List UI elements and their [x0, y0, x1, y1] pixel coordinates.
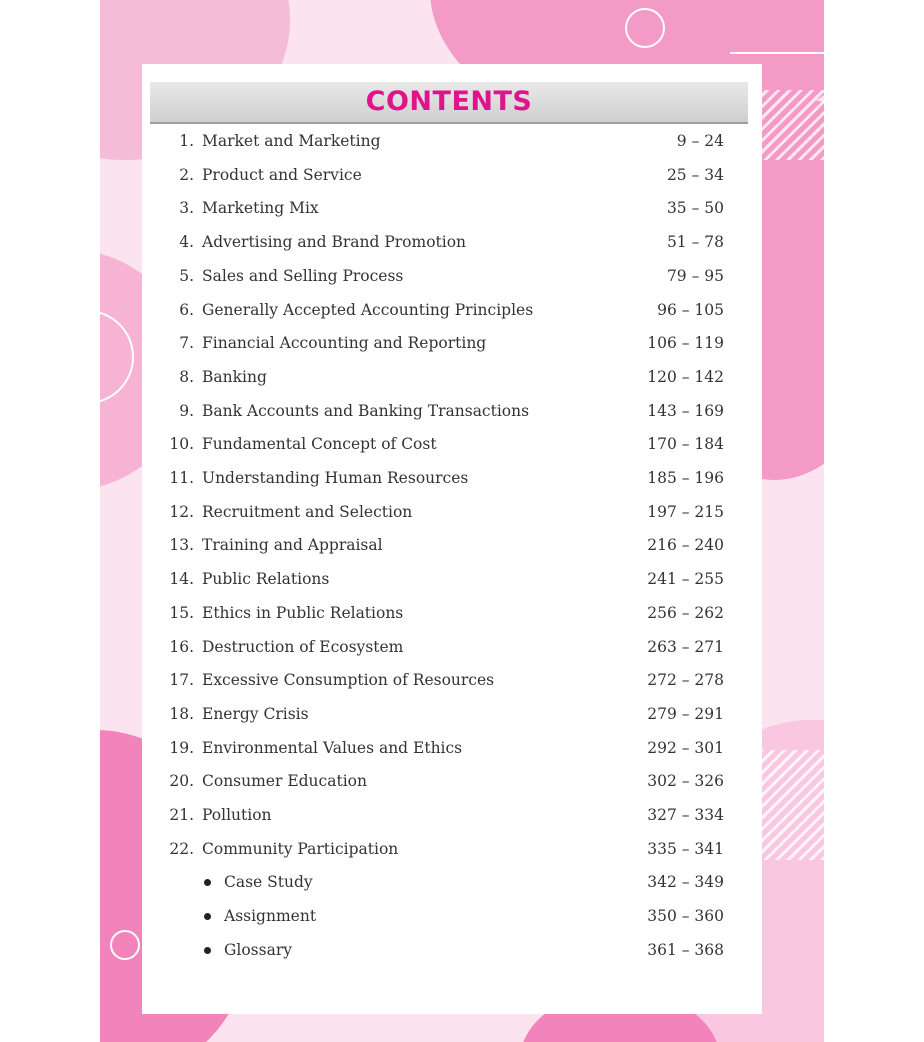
page-range: 292 – 301: [647, 738, 724, 757]
page-range: 263 – 271: [647, 637, 724, 656]
page-range: 350 – 360: [647, 907, 724, 926]
chapter-title: Public Relations: [202, 570, 330, 589]
toc-entry: [142, 834, 762, 864]
chapter-number: 16.: [169, 637, 194, 656]
chapter-number: 10.: [169, 435, 194, 454]
chapter-title: Generally Accepted Accounting Principles: [202, 300, 534, 319]
toc-entry: [142, 362, 762, 392]
toc-entry: [142, 227, 762, 257]
toc-entry: [142, 699, 762, 729]
page-range: 170 – 184: [647, 435, 724, 454]
page-title: CONTENTS: [365, 86, 533, 117]
toc-entry: [142, 733, 762, 763]
chapter-title: Energy Crisis: [202, 704, 309, 723]
chapter-title: Product and Service: [202, 165, 362, 184]
contents-card: [142, 64, 762, 1014]
toc-entry: [142, 632, 762, 662]
page-range: 216 – 240: [647, 536, 724, 555]
page-range: 279 – 291: [647, 704, 724, 723]
chapter-number: 11.: [169, 469, 194, 487]
bullet-icon: [204, 879, 211, 886]
page-range: 25 – 34: [666, 165, 724, 184]
page-range: 342 – 349: [647, 873, 724, 892]
circle-outline-icon: [625, 8, 665, 48]
toc-entry: [142, 564, 762, 594]
chapter-title: Sales and Selling Process: [202, 266, 404, 285]
chapter-number: 8.: [179, 367, 194, 386]
chapter-title: Advertising and Brand Promotion: [202, 233, 467, 252]
chapter-number: 17.: [169, 671, 194, 690]
section-title: Case Study: [224, 873, 313, 892]
toc-entry: [142, 261, 762, 291]
chapter-number: 7.: [179, 334, 194, 353]
chapter-number: 9.: [179, 401, 194, 420]
page-range: 9 – 24: [676, 132, 724, 150]
page-range: 272 – 278: [647, 671, 724, 690]
chapter-number: 19.: [169, 738, 194, 757]
toc-entry: [142, 295, 762, 325]
page-range: 106 – 119: [647, 334, 724, 353]
chapter-title: Fundamental Concept of Cost: [202, 435, 437, 454]
chapter-number: 20.: [169, 772, 194, 791]
toc-extra-entry: [142, 901, 762, 931]
page-range: 79 – 95: [666, 266, 724, 285]
bullet-icon: [204, 947, 211, 954]
page-range: 327 – 334: [647, 806, 724, 824]
page-range: 143 – 169: [647, 401, 724, 420]
chapter-number: 15.: [169, 603, 194, 622]
circle-outline-icon: [110, 930, 140, 960]
chapter-number: 13.: [169, 536, 194, 555]
chapter-title: Consumer Education: [202, 772, 367, 791]
page-range: 197 – 215: [647, 502, 724, 521]
chapter-title: Marketing Mix: [202, 199, 319, 218]
chapter-number: 1.: [179, 132, 194, 150]
page-range: 120 – 142: [647, 367, 724, 386]
page-range: 256 – 262: [647, 603, 724, 622]
chapter-title: Understanding Human Resources: [202, 469, 469, 487]
page-range: 361 – 368: [647, 940, 724, 959]
toc-entry: [142, 766, 762, 796]
chapter-title: Banking: [202, 367, 267, 386]
chapter-title: Ethics in Public Relations: [202, 603, 404, 622]
chapter-title: Financial Accounting and Reporting: [202, 334, 487, 353]
toc-entry: [142, 396, 762, 426]
toc-extra-entry: [142, 935, 762, 965]
chapter-title: Excessive Consumption of Resources: [202, 671, 495, 690]
chapter-title: Destruction of Ecosystem: [202, 637, 404, 656]
chapter-title: Training and Appraisal: [202, 536, 383, 555]
page-range: 241 – 255: [647, 570, 724, 589]
toc-entry: [142, 530, 762, 560]
diagonal-stripes-decoration: [760, 750, 824, 860]
section-title: Glossary: [224, 940, 292, 959]
chapter-title: Bank Accounts and Banking Transactions: [202, 401, 530, 420]
toc-entry: [142, 193, 762, 223]
toc-entry: [142, 126, 762, 156]
chapter-number: 3.: [179, 199, 194, 218]
chapter-number: 2.: [179, 165, 194, 184]
toc-entry: [142, 497, 762, 527]
toc-entry: [142, 328, 762, 358]
chapter-number: 22.: [169, 839, 194, 858]
page-range: 302 – 326: [647, 772, 724, 791]
chapter-title: Market and Marketing: [202, 132, 381, 150]
chapter-title: Environmental Values and Ethics: [202, 738, 463, 757]
chapter-number: 4.: [179, 233, 194, 252]
page-range: 51 – 78: [666, 233, 724, 252]
chapter-number: 5.: [179, 266, 194, 285]
section-title: Assignment: [224, 907, 317, 926]
toc-entry: [142, 800, 762, 830]
title-bar: [150, 82, 748, 124]
diagonal-stripes-decoration: [760, 90, 824, 160]
bullet-icon: [204, 913, 211, 920]
toc-entry: [142, 429, 762, 459]
chapter-title: Recruitment and Selection: [202, 502, 413, 521]
chapter-title: Pollution: [202, 806, 272, 824]
toc-extra-entry: [142, 867, 762, 897]
chapter-number: 18.: [169, 704, 194, 723]
chapter-number: 12.: [169, 502, 194, 521]
page-range: 35 – 50: [666, 199, 724, 218]
chapter-number: 14.: [169, 570, 194, 589]
chapter-title: Community Participation: [202, 839, 399, 858]
page-range: 335 – 341: [647, 839, 724, 858]
toc-entry: [142, 665, 762, 695]
chapter-number: 6.: [179, 300, 194, 319]
page-range: 185 – 196: [647, 469, 724, 487]
toc-entry: [142, 160, 762, 190]
toc-entry: [142, 463, 762, 493]
chapter-number: 21.: [169, 806, 194, 824]
decorative-line: [730, 52, 824, 54]
toc-entry: [142, 598, 762, 628]
page-range: 96 – 105: [657, 300, 724, 319]
